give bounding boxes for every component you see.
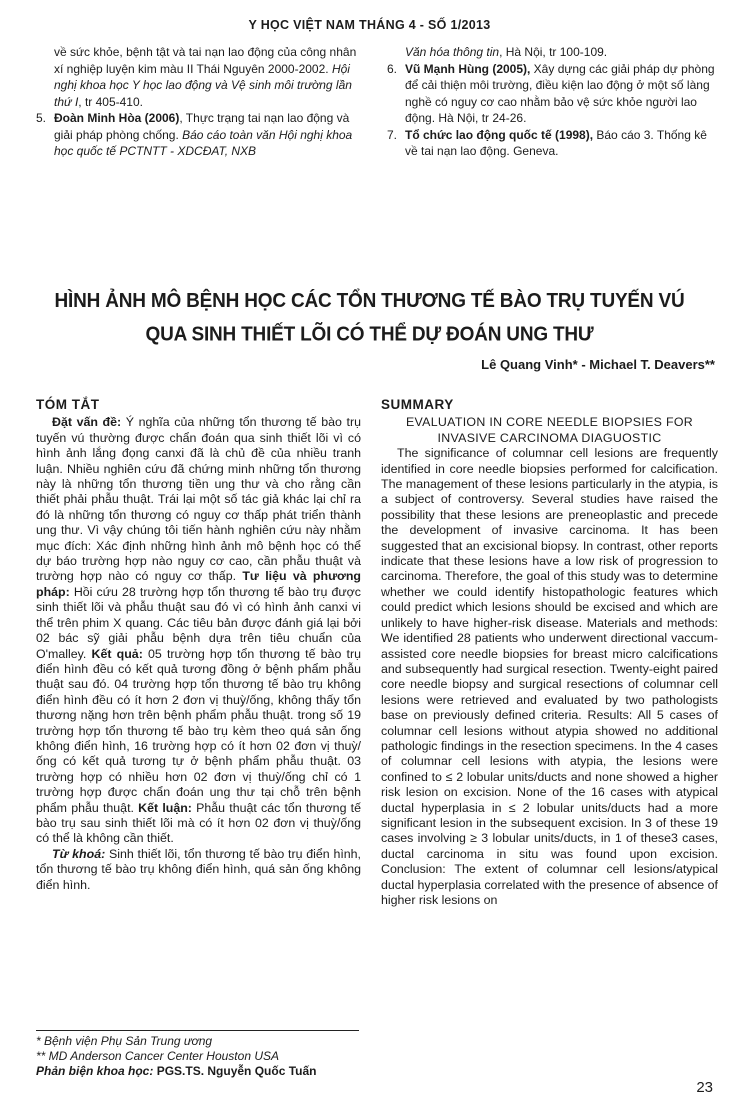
- references-right: [387, 44, 722, 160]
- page-number: 23: [696, 1079, 713, 1096]
- reference-item: về sức khỏe, bệnh tật và tai nạn lao động của công nhân xí nghiệp luyện kim màu II Thái Nguyên 2000-2002. Hội nghị khoa học Y học lao động và Vệ sinh môi trường lần thứ I, tr 405-410.: [54, 45, 357, 109]
- footnotes: * Bệnh viện Phụ Sản Trung ương ** MD Anderson Cancer Center Houston USA Phản biện khoa học: PGS.TS. Nguyễn Quốc Tuấn: [36, 1034, 317, 1078]
- title-line-2: QUA SINH THIẾT LÕI CÓ THỂ DỰ ĐOÁN UNG THƯ: [145, 323, 594, 347]
- reference-item: 7. Tổ chức lao động quốc tế (1998), Báo cáo 3. Thống kê về tai nạn lao động. Geneva.: [387, 127, 707, 158]
- running-header: Y HỌC VIỆT NAM THÁNG 4 - SỐ 1/2013: [248, 18, 491, 32]
- reference-item: 6. Vũ Mạnh Hùng (2005), Xây dựng các giải pháp dự phòng để cải thiện môi trường, điều kiện lao động ở một số làng nghề có nguy cơ cao nhằm bảo vệ sức khỏe người lao động. Hà Nội, tr 24-26.: [387, 61, 715, 125]
- article-title: [0, 285, 739, 352]
- reference-item: Văn hóa thông tin, Hà Nội, tr 100-109.: [405, 45, 608, 59]
- summary-heading: SUMMARY: [381, 397, 454, 412]
- abstract-vietnamese: [36, 397, 361, 893]
- authors: Lê Quang Vinh* - Michael T. Deavers**: [481, 357, 715, 372]
- abstract-english: [381, 397, 718, 908]
- summary-subtitle: INVASIVE CARCINOMA DIAGUOSTIC: [437, 430, 662, 445]
- references-left: [36, 44, 366, 160]
- reference-item: 5. Đoàn Minh Hòa (2006), Thực trạng tai nạn lao động và giải pháp phòng chống. Báo cáo toàn văn Hội nghị khoa học quốc tế PCTNTT - XDCĐAT, NXB: [36, 111, 353, 158]
- title-line-1: HÌNH ẢNH MÔ BỆNH HỌC CÁC TỔN THƯƠNG TẾ BÀO TRỤ TUYẾN VÚ: [54, 289, 685, 313]
- summary-subtitle: EVALUATION IN CORE NEEDLE BIOPSIES FOR: [405, 415, 694, 430]
- footnote-divider: [36, 1030, 359, 1031]
- abstract-body: Đặt vấn đề: Ý nghĩa của những tổn thương tế bào trụ tuyến vú thường được chẩn đoán qua sinh thiết lõi vì có hình ảnh lắng đọng canxi đã là chủ đề của nhiều tranh luận. Nhiều nghiên cứu đã chứng minh những tổn thương này là những tổn thương tiền ung thư và cho rằng cần thiết phải phẫu thuật. Trái lại một số tác giả khác lại chỉ ra đó là những tổn thương có nguy cơ thấp phát triển thành ung thư. Vì vậy chúng tôi tiến hành nghiên cứu này nhằm mục đích: Xác định những hình ảnh mô bệnh học có thể dự báo trường hợp nào nguy cơ cao, cần phẫu thuật và trường hợp nào có nguy cơ thấp. Tư liệu và phương pháp: Hồi cứu 28 trường hợp tổn thương tế bào trụ được sinh thiết lõi và phẫu thuật sau đó vì có hình ảnh canxi vi thể trên phim X quang. Các tiêu bản được đánh giá lại bởi 02 bác sỹ giải phẫu bệnh dựa trên tiêu chuẩn của O'malley. Kết quả: 05 trường hợp tổn thương tế bào trụ điển hình đều có kết quả tương đồng ở bệnh phẩm phẫu thuật sau đó. 04 trường hợp tổn thương tế bào trụ không điển hình đều có ít hơn 2 đơn vị thuỳ/ống, không thấy tổn thương nặng hơn trên bệnh phẩm phẫu thuật. trong số 19 trường hợp tổn thương tế bào trụ kèm theo quá sản ống không điển hình, 16 trường hợp có ít hơn 02 đơn vị thuỳ/ống có kết quả tương tự ở bệnh phẩm phẫu thuật. 03 trường hợp có nhiều hơn 02 đơn vị thuỳ/ống chỉ có 1 trường hợp được chẩn đoán ung thư tại chỗ trên bệnh phẩm phẫu thuật. Kết luận: Phẫu thuật các tổn thương tế bào trụ sau sinh thiết lõi mà có ít hơn 02 đơn vị thuỳ/ống có thể là không cần thiết.: [36, 415, 361, 846]
- summary-body: The significance of columnar cell lesions are frequently identified in core needle biopsies performed for calcification. The management of these lesions particularly in the atypia, is a subject of controversy. Several studies have raised the possibility that these lesions are preneoplastic and precede the development of invasive carcinoma. It has been suggested that an excisional biopsy. In contrast, other reports indicate that these lesions have a low risk of progression to carcinoma. Therefore, the goal of this study was to determine whether we could identify histopathologic features which could predict which lesions should be excised and which are unlikely to have higher-risk disease. Materials and methods: We identified 28 patients who underwent directional vaccum-assisted core needle biopsies for breast micro calcifications and subsequently had surgical resection. Twenty-eight paired core needle biopsy and surgical resections of columnar cell lesions were retrieved and evaluated by two pathologists base on previously defined criteria. Results: All 5 cases of columnar cell lesions without atypia showed no additional pathologic findings in the resection specimens. In the 4 cases of columnar cell lesions with atypia, the lesions were confined to ≤ 2 lobular units/ducts and none showed a higher risk lesion on excision. None of the 16 cases with atypical ductal hyperplasia in ≤ 2 lobular units/ducts had a more significant lesion in the subsequent excision. In 3 of these 19 cases involving ≥ 3 lobular units/ducts, in 1 of these3 cases, ductal carcinoma in situ was found upon excision. Conclusion: The extent of columnar cell lesions/atypical ductal hyperplasia correlated with the presence of absence of higher risk lesions on: [381, 446, 718, 907]
- abstract-heading: TÓM TẮT: [36, 397, 100, 412]
- keywords: Từ khoá: Sinh thiết lõi, tổn thương tế bào trụ điển hình, tổn thương tế bào trụ không điển hình, quá sản ống không điển hình.: [36, 846, 361, 892]
